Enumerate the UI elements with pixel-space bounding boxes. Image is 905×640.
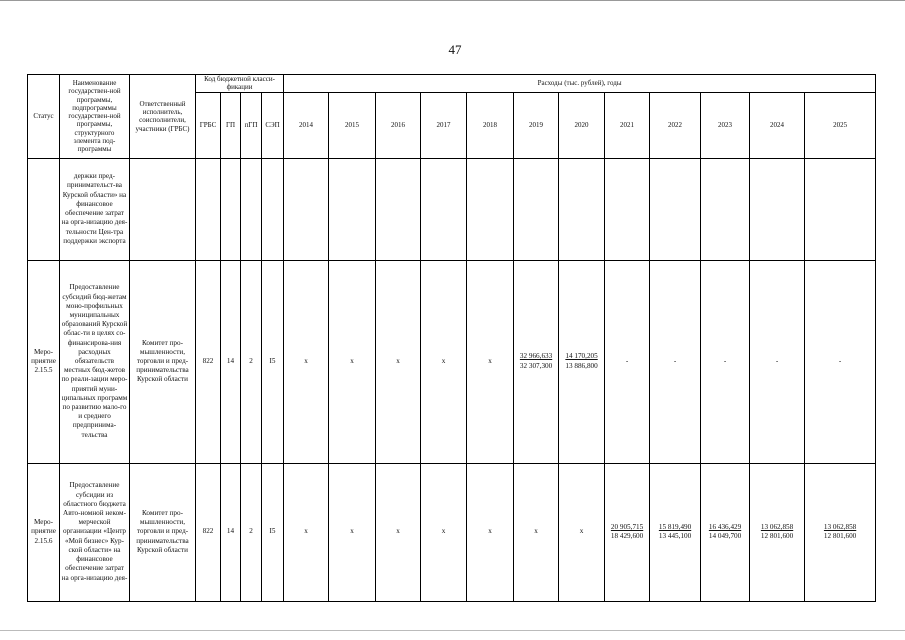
year-cell	[514, 463, 559, 601]
row-status: Меро-приятие 2.15.6	[28, 463, 60, 601]
header-code-sep: СЭП	[262, 92, 284, 158]
year-cell	[329, 260, 376, 463]
header-code-pgp: пГП	[241, 92, 262, 158]
page-top-rule	[0, 0, 905, 1]
year-value-top: x	[488, 356, 492, 365]
year-cell	[650, 260, 701, 463]
year-value-top: -	[723, 356, 727, 365]
table-row	[28, 158, 876, 260]
page-bottom-rule	[0, 630, 905, 631]
year-cell	[805, 158, 876, 260]
row-code-grbs: 822	[196, 463, 221, 601]
header-code-gp: ГП	[221, 92, 241, 158]
year-value-bottom: 12 801,600	[823, 532, 857, 541]
row-code-sep: I5	[262, 260, 284, 463]
year-cell	[467, 260, 514, 463]
row-responsible: Комитет про-мышленности, торговли и пред-принимательства Курской области	[130, 463, 196, 601]
year-value-top: x	[441, 527, 446, 536]
year-value-top: -	[838, 356, 842, 365]
year-value-bottom: 18 429,600	[610, 532, 644, 541]
header-name: Наименование государствен-ной программы, подпрограммы государствен-ной программы, структурного элемента под-программы	[60, 75, 130, 159]
header-year: 2021	[605, 92, 650, 158]
table-row	[28, 260, 876, 463]
header-year: 2016	[376, 92, 421, 158]
header-year: 2024	[750, 92, 805, 158]
row-name: Предоставление субсидий бюд-жетам моно-профильных муниципальных образований Курской облас-ти в целях со-финансирова-ния расходных обязательств местных бюд-жетов по реали-зации меро-приятий муни-ципальных программ по развитию мало-го и среднего предпринима-тельства	[60, 260, 130, 463]
header-year: 2018	[467, 92, 514, 158]
row-code-gp: 14	[221, 260, 241, 463]
year-value-top: 16 436,429	[708, 522, 742, 531]
row-status	[28, 158, 60, 260]
year-cell	[750, 260, 805, 463]
year-cell	[284, 463, 329, 601]
year-value-top: 13 062,858	[760, 522, 794, 531]
year-value-top: x	[350, 527, 354, 536]
header-year: 2019	[514, 92, 559, 158]
row-name: Предоставление субсидии из областного бюджета Авто-номной неком-мерческой организации «Центр «Мой бизнес» Кур-ской области» на финансовое обеспечение затрат на орга-низацию дея-	[60, 463, 130, 601]
year-cell	[467, 158, 514, 260]
year-value-top: x	[304, 356, 308, 365]
year-cell	[376, 158, 421, 260]
row-code-sep	[262, 158, 284, 260]
page-number: 47	[448, 42, 462, 57]
year-cell	[605, 260, 650, 463]
row-responsible: Комитет про-мышленности, торговли и пред-принимательства Курской области	[130, 260, 196, 463]
header-year: 2025	[805, 92, 876, 158]
year-value-top: 32 966,633	[519, 352, 553, 361]
row-code-pgp: 2	[241, 463, 262, 601]
year-cell	[559, 463, 605, 601]
header-year: 2014	[284, 92, 329, 158]
year-cell	[421, 158, 467, 260]
header-code-group: Код бюджетной класси-фикации	[196, 75, 284, 93]
row-code-gp: 14	[221, 463, 241, 601]
year-cell	[605, 463, 650, 601]
year-cell	[284, 260, 329, 463]
year-value-top: x	[304, 527, 308, 536]
year-cell	[559, 260, 605, 463]
year-value-bottom: 12 801,600	[760, 532, 794, 541]
year-value-bottom: 32 307,300	[519, 361, 553, 370]
year-value-top: x	[488, 527, 492, 536]
year-cell	[650, 158, 701, 260]
year-cell	[329, 158, 376, 260]
year-value-bottom: 14 049,700	[708, 532, 742, 541]
header-year: 2017	[421, 92, 467, 158]
header-year: 2015	[329, 92, 376, 158]
row-code-pgp: 2	[241, 260, 262, 463]
year-cell	[376, 260, 421, 463]
header-responsible: Ответственный исполнитель, соисполнители, участники (ГРБС)	[130, 75, 196, 159]
year-value-bottom: 13 445,100	[658, 532, 692, 541]
year-value-top: 14 170,205	[565, 352, 598, 361]
year-cell	[605, 158, 650, 260]
year-value-top: x	[441, 356, 446, 365]
year-value-top: -	[775, 356, 779, 365]
header-expenses-group: Расходы (тыс. рублей), годы	[284, 75, 876, 93]
header-status: Статус	[28, 75, 60, 159]
year-value-top: 15 819,490	[658, 522, 692, 531]
year-cell	[750, 463, 805, 601]
year-cell	[650, 463, 701, 601]
year-cell	[329, 463, 376, 601]
year-value-top: -	[625, 356, 629, 365]
table-row	[28, 463, 876, 601]
row-code-grbs	[196, 158, 221, 260]
row-code-sep: I5	[262, 463, 284, 601]
row-responsible	[130, 158, 196, 260]
year-cell	[376, 463, 421, 601]
year-value-top: x	[579, 527, 584, 536]
year-value-top: x	[396, 356, 400, 365]
row-code-grbs: 822	[196, 260, 221, 463]
year-cell	[701, 158, 750, 260]
year-value-top: -	[673, 356, 677, 365]
year-cell	[421, 260, 467, 463]
header-year: 2020	[559, 92, 605, 158]
year-value-top: 13 062,858	[823, 522, 857, 531]
year-cell	[284, 158, 329, 260]
row-name: держки пред-принимательст-ва Курской области» на финансовое обеспечение затрат на орга-низацию дея-тельности Цен-тра поддержки экспорта	[60, 158, 130, 260]
year-value-top: x	[396, 527, 400, 536]
year-cell	[514, 260, 559, 463]
year-value-top: x	[350, 356, 354, 365]
header-year: 2022	[650, 92, 701, 158]
year-cell	[559, 158, 605, 260]
header-code-grbs: ГРБС	[196, 92, 221, 158]
year-cell	[805, 463, 876, 601]
year-cell	[750, 158, 805, 260]
year-cell	[421, 463, 467, 601]
year-cell	[514, 158, 559, 260]
year-cell	[467, 463, 514, 601]
year-cell	[701, 260, 750, 463]
year-value-top: x	[534, 527, 538, 536]
row-code-gp	[221, 158, 241, 260]
header-row-top	[28, 75, 876, 93]
year-cell	[805, 260, 876, 463]
year-value-top: 20 905,715	[610, 522, 644, 531]
year-cell	[701, 463, 750, 601]
budget-table	[27, 74, 876, 602]
year-value-bottom: 13 886,800	[565, 361, 598, 370]
row-code-pgp	[241, 158, 262, 260]
header-year: 2023	[701, 92, 750, 158]
row-status: Меро-приятие 2.15.5	[28, 260, 60, 463]
